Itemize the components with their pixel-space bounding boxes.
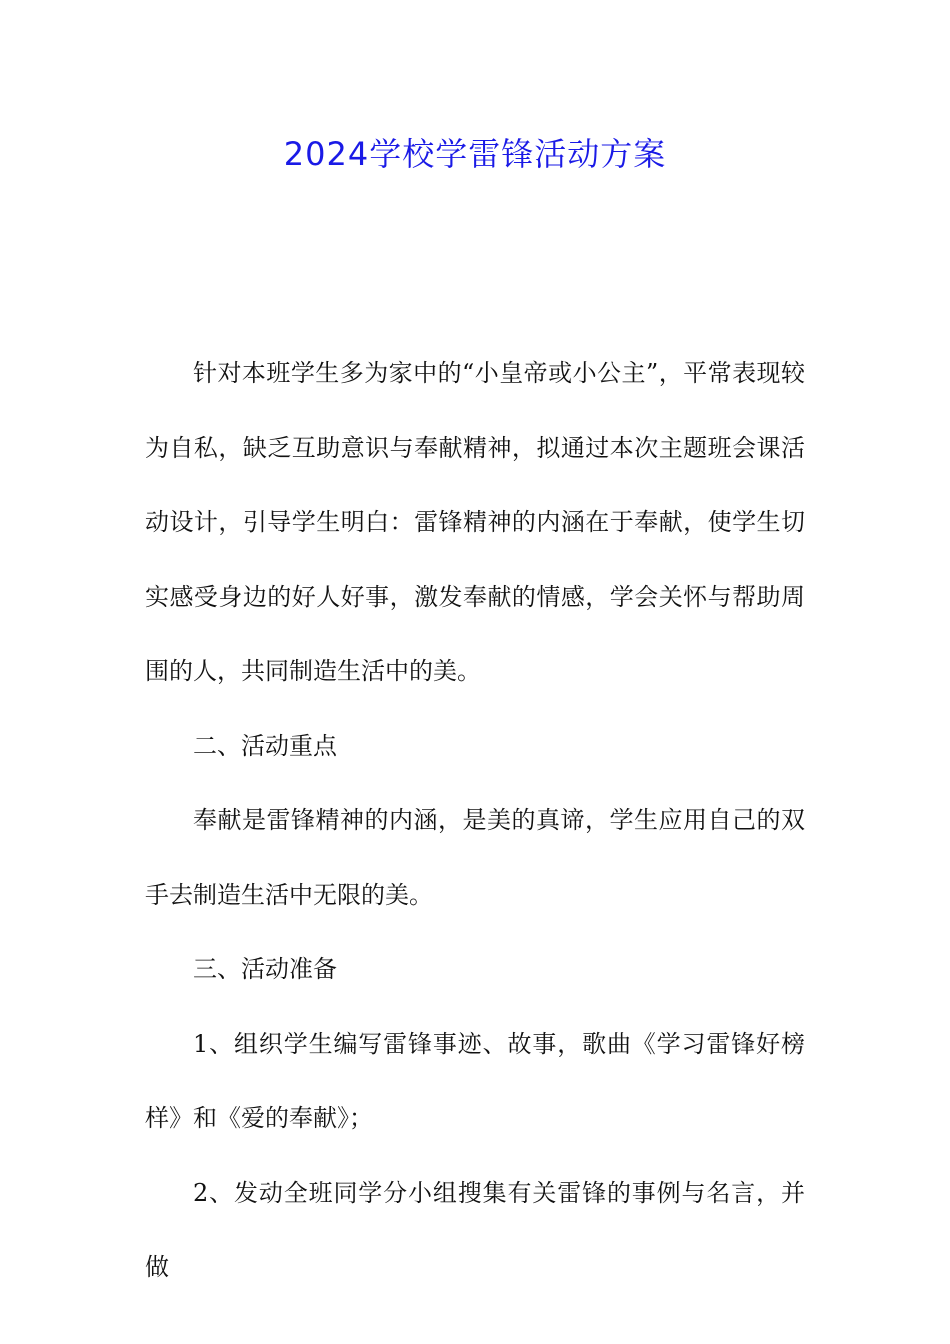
paragraph-focus: 奉献是雷锋精神的内涵，是美的真谛，学生应用自己的双手去制造生活中无限的美。 [145,806,805,909]
section-heading-focus: 二、活动重点 [193,731,337,760]
paragraph-intro: 针对本班学生多为家中的“小皇帝或小公主”，平常表现较为自私，缺乏互助意识与奉献精神，拟通过本次主题班会课活动设计，引导学生明白：雷锋精神的内涵在于奉献，使学生切实感受身边的好人好事，激发奉献的情感，学会关怀与帮助周围的人，共同制造生活中的美。 [145,359,805,685]
document-body [145,336,805,1305]
list-item-preparation-1: 1、组织学生编写雷锋事迹、故事，歌曲《学习雷锋好榜样》和《爱的奉献》； [145,1029,805,1132]
document-title: 2024学校学雷锋活动方案 [283,135,667,173]
list-item-preparation-2: 2、发动全班同学分小组搜集有关雷锋的事例与名言，并做 [145,1178,805,1281]
section-heading-preparation: 三、活动准备 [193,955,337,983]
